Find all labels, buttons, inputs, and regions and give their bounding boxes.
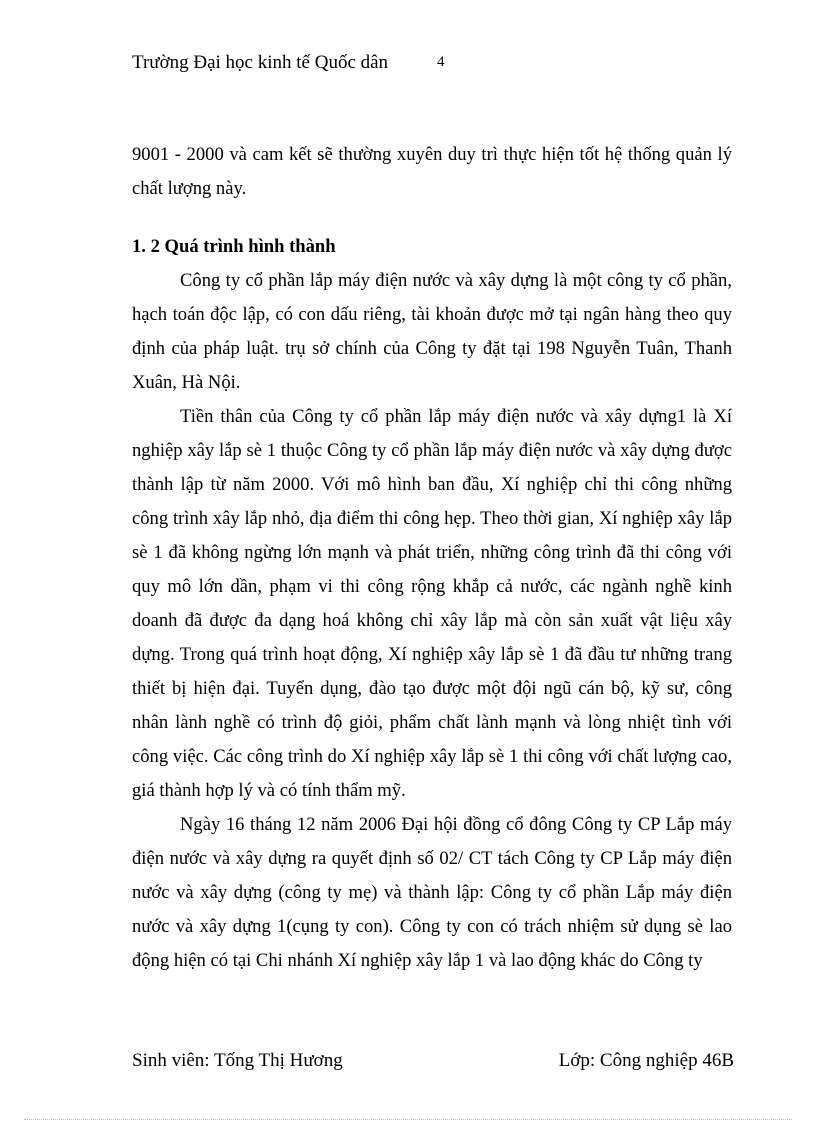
paragraph-2: Tiền thân của Công ty cổ phần lắp máy điện nước và xây dựng1 là Xí nghiệp xây lắp sè 1 thuộc Công ty cổ phần lắp máy điện nước và xây dựng được thành lập từ năm 2000. Với mô hình ban đầu, Xí nghiệp chỉ thi công những công trình xây lắp nhỏ, địa điểm thi công hẹp. Theo thời gian, Xí nghiệp xây lắp sè 1 đã không ngừng lớn mạnh và phát triển, những công trình đã thi công với quy mô lớn dần, phạm vi thi công rộng khắp cả nước, các ngành nghề kinh doanh đã được đa dạng hoá không chỉ xây lắp mà còn sản xuất vật liệu xây dựng. Trong quá trình hoạt động, Xí nghiệp xây lắp sè 1 đã đầu tư những trang thiết bị hiện đại. Tuyển dụng, đào tạo được một đội ngũ cán bộ, kỹ sư, công nhân lành nghề có trình độ giỏi, phẩm chất lành mạnh và lòng nhiệt tình với công việc. Các công trình do Xí nghiệp xây lắp sè 1 thi công với chất lượng cao, giá thành hợp lý và có tính thẩm mỹ. (132, 406, 732, 801)
paragraph-1: Công ty cổ phần lắp máy điện nước và xây dựng là một công ty cổ phần, hạch toán độc lập, có con dấu riêng, tài khoản được mở tại ngân hàng theo quy định của pháp luật. trụ sở chính của Công ty đặt tại 198 Nguyễn Tuân, Thanh Xuân, Hà Nội. (132, 270, 732, 393)
footer-student: Sinh viên: Tống Thị Hương (132, 1050, 343, 1071)
page-number: 4 (437, 54, 445, 70)
section-heading: 1. 2 Quá trình hình thành (132, 236, 336, 257)
paragraph-3: Ngày 16 tháng 12 năm 2006 Đại hội đồng cổ đông Công ty CP Lắp máy điện nước và xây dựng ra quyết định số 02/ CT tách Công ty CP Lắp máy điện nước và xây dựng (công ty mẹ) và thành lập: Công ty cổ phần Lắp máy điện nước và xây dựng 1(cụng ty con). Công ty con có trách nhiệm sử dụng sè lao động hiện có tại Chi nhánh Xí nghiệp xây lắp 1 và lao động khác do Công ty (132, 814, 732, 971)
document-body (132, 138, 732, 978)
intro-paragraph: 9001 - 2000 và cam kết sẽ thường xuyên duy trì thực hiện tốt hệ thống quản lý chất lượng này. (132, 144, 732, 199)
footer-class: Lớp: Công nghiệp 46B (558, 1050, 734, 1071)
page-header-title: Trường Đại học kinh tế Quốc dân (132, 52, 389, 73)
page-bottom-rule (24, 1119, 792, 1120)
